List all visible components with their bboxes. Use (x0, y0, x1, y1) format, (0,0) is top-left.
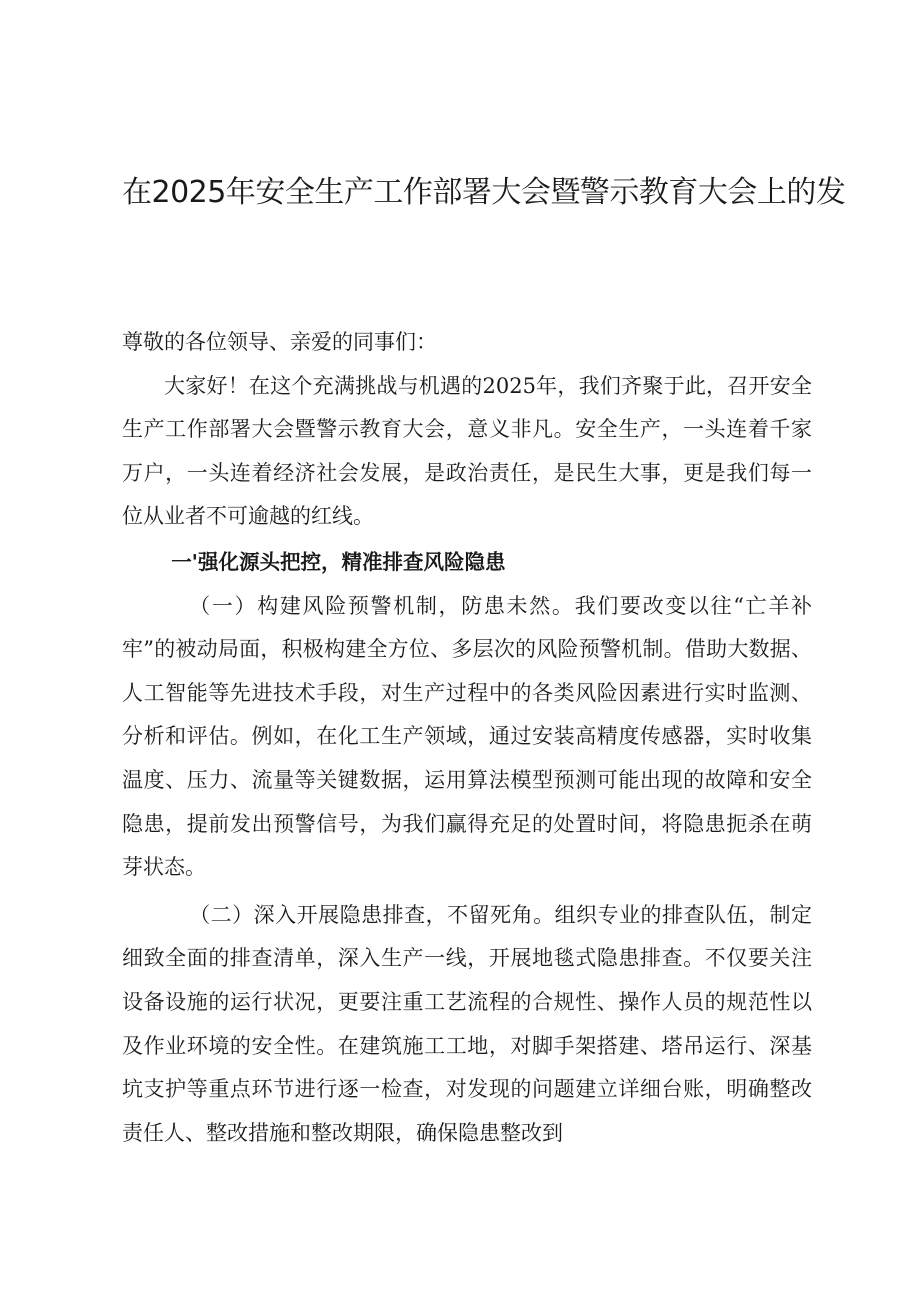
section-heading-1: 一'强化源头把控，精准排查风险隐患 (171, 549, 506, 574)
section-1-item-2-paragraph: （二）深入开展隐患排查，不留死角。组织专业的排查队伍，制定细致全面的排查清单，深入生产一线，开展地毯式隐患排查。不仅要关注设备设施的运行状况，更要注重工艺流程的合规性、操作人员的规范性以及作业环境的安全性。在建筑施工工地，对脚手架搭建、塔吊运行、深基坑支护等重点环节进行逐一检查，对发现的问题建立详细台账，明确整改责任人、整改措施和整改期限，确保隐患整改到 (122, 902, 812, 1145)
greeting-line: 尊敬的各位领导、亲爱的同事们： (122, 330, 437, 354)
intro-paragraph: 大家好！在这个充满挑战与机遇的2025年，我们齐聚于此，召开安全生产工作部署大会暨警示教育大会，意义非凡。安全生产，一头连着千家万户，一头连着经济社会发展，是政治责任，是民生大事，更是我们每一位从业者不可逾越的红线。 (122, 373, 812, 529)
section-1-item-1-paragraph: （一）构建风险预警机制，防患未然。我们要改变以往“亡羊补牢”的被动局面，积极构建全方位、多层次的风险预警机制。借助大数据、人工智能等先进技术手段，对生产过程中的各类风险因素进行实时监测、分析和评估。例如，在化工生产领域，通过安装高精度传感器，实时收集温度、压力、流量等关键数据，运用算法模型预测可能出现的故障和安全隐患，提前发出预警信号，为我们赢得充足的处置时间，将隐患扼杀在萌芽状态。 (122, 593, 812, 880)
document-body (122, 321, 812, 1155)
document-title: 在2025年安全生产工作部署大会暨警示教育大会上的发 (122, 175, 846, 210)
